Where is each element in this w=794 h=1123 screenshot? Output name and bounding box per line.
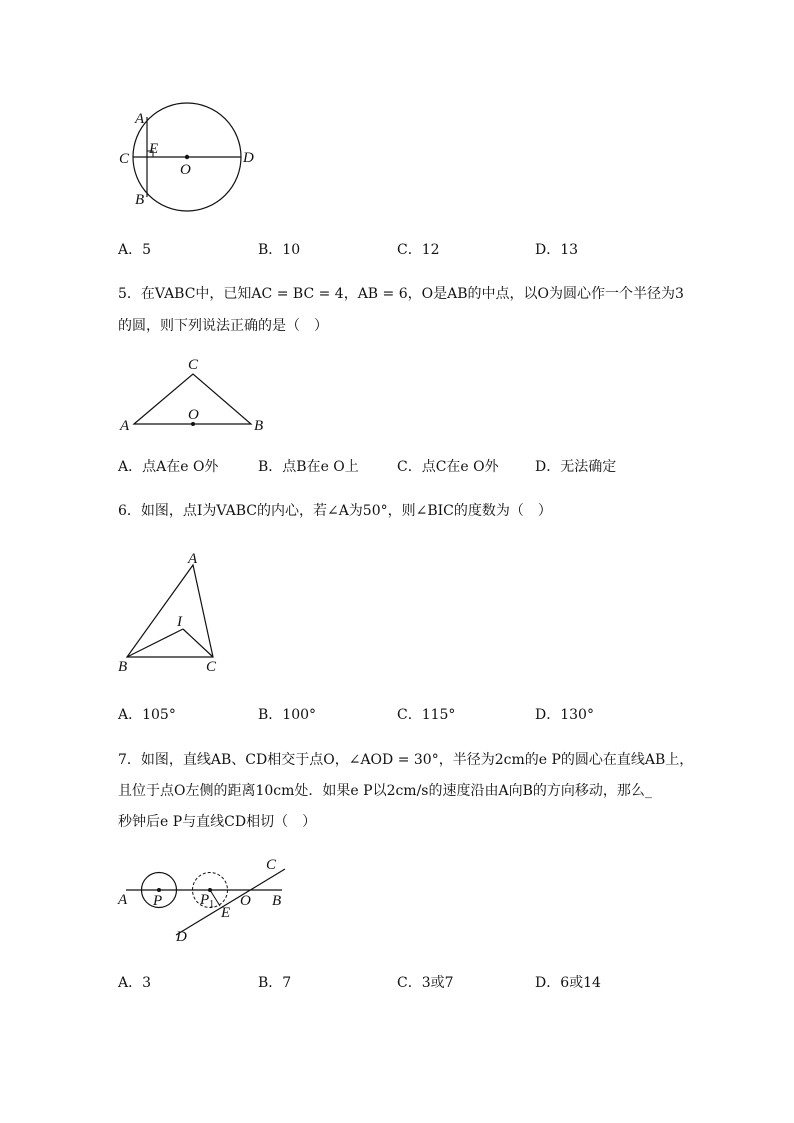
q4-option-b[interactable]: B．10 <box>258 242 301 258</box>
q5-option-c[interactable]: C．点C在e O外 <box>397 459 499 475</box>
q4-label-a: A <box>135 111 145 127</box>
q6-triangle <box>127 565 213 657</box>
q4-label-c: C <box>119 151 130 167</box>
q7-label-a: A <box>118 892 128 908</box>
q6-segment-bi <box>127 629 183 657</box>
q5-option-a[interactable]: A．点A在e O外 <box>118 459 219 475</box>
q5-stem-line2: 的圆，则下列说法正确的是（ ） <box>118 318 328 334</box>
q7-label-p1 <box>199 892 214 910</box>
q7-label-o: O <box>240 893 251 909</box>
q4-label-e: E <box>149 141 159 157</box>
q6-label-a: A <box>188 551 198 567</box>
q6-label-i: I <box>177 614 182 630</box>
q5-label-c: C <box>188 357 199 373</box>
q4-label-d: D <box>243 150 254 166</box>
q7-option-a[interactable]: A．3 <box>118 975 152 991</box>
q7-label-p1-subscript: 1 <box>209 899 215 910</box>
q6-figure <box>112 545 232 680</box>
q5-figure <box>112 350 282 440</box>
q6-option-d[interactable]: D．130° <box>535 707 594 723</box>
q5-label-a: A <box>120 418 130 434</box>
q5-label-b: B <box>254 418 264 434</box>
q6-stem-line1: 6．如图，点I为VABC的内心，若∠A为50°，则∠BIC的度数为（ ） <box>118 503 552 519</box>
q7-stem-line2: 且位于点O左侧的距离10cm处．如果e P以2cm/s的速度沿由A向B的方向移动，那么_ <box>118 783 652 799</box>
q5-option-b[interactable]: B．点B在e O上 <box>258 459 359 475</box>
q5-option-d[interactable]: D．无法确定 <box>535 459 617 475</box>
q4-option-c[interactable]: C．12 <box>397 242 440 258</box>
q7-stem-line3: 秒钟后e P与直线CD相切（ ） <box>118 814 317 830</box>
q7-center-p <box>157 888 161 892</box>
q7-figure <box>112 850 302 950</box>
q7-label-d: D <box>176 929 187 945</box>
q7-label-p1-letter: P <box>200 892 210 908</box>
q7-option-d[interactable]: D．6或14 <box>535 975 601 991</box>
q4-option-a[interactable]: A．5 <box>118 242 152 258</box>
q7-label-p: P <box>153 893 163 909</box>
q6-label-b: B <box>118 659 128 675</box>
q4-option-d[interactable]: D．13 <box>535 242 579 258</box>
q5-stem-line1: 5．在VABC中，已知AC = BC = 4，AB = 6，O是AB的中点，以O为圆心作一个半径为3 <box>118 286 684 302</box>
q6-segment-ci <box>183 629 213 657</box>
q7-line-cd <box>176 869 285 935</box>
q4-label-o: O <box>180 162 191 178</box>
q7-stem-line1: 7．如图，直线AB、CD相交于点O，∠AOD = 30°，半径为2cm的e P的圆心在直线AB上， <box>118 752 694 768</box>
q5-label-o: O <box>188 407 199 423</box>
q7-label-e: E <box>221 905 231 921</box>
q7-option-b[interactable]: B．7 <box>258 975 292 991</box>
q7-label-c: C <box>266 857 277 873</box>
q6-option-a[interactable]: A．105° <box>118 707 176 723</box>
q6-label-c: C <box>206 659 217 675</box>
q4-center-dot <box>185 155 189 159</box>
q7-label-b: B <box>272 893 282 909</box>
q7-option-c[interactable]: C．3或7 <box>397 975 454 991</box>
q4-label-b: B <box>135 192 145 208</box>
q6-option-c[interactable]: C．115° <box>397 707 456 723</box>
q4-figure <box>110 100 270 220</box>
q6-option-b[interactable]: B．100° <box>258 707 317 723</box>
